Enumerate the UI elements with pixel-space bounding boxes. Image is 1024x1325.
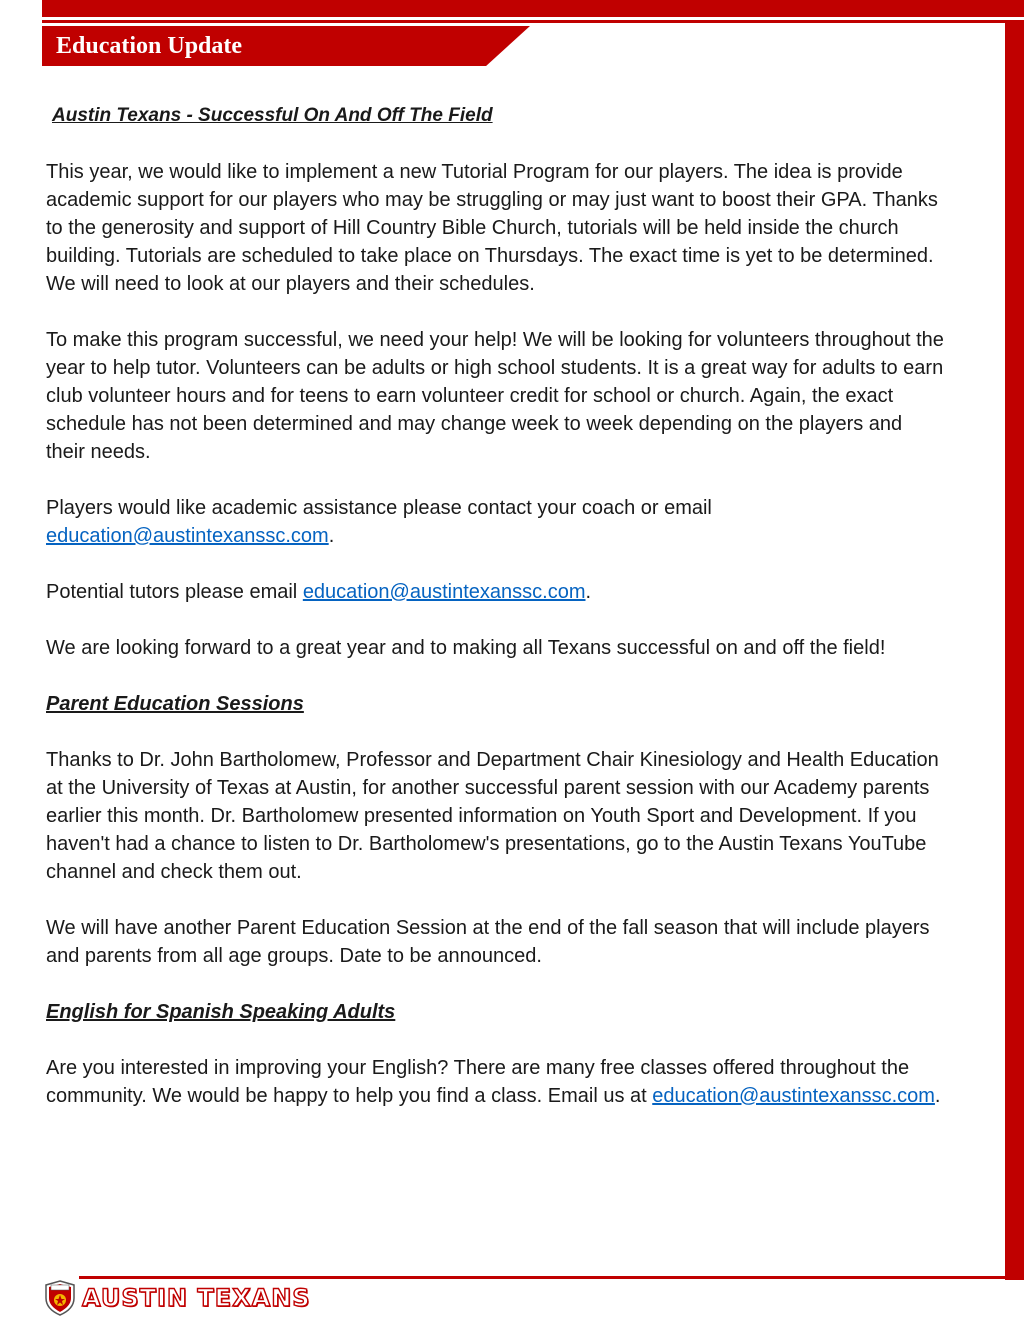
tutors-contact-text: Potential tutors please email [46,581,303,603]
players-contact-text: Players would like academic assistance please contact your coach or email [46,497,712,519]
newsletter-content [46,102,946,1138]
tutors-email-link[interactable]: education@austintexanssc.com [302,581,586,603]
section-heading-tutorial: Austin Texans - Successful On And Off The Field [52,105,493,126]
players-contact-paragraph: Players would like academic assistance please contact your coach or email education@austintexanssc.com. [46,497,712,547]
english-classes-text: Are you interested in improving your English? There are many free classes offered throughout the community. We would be happy to help you find a class. Email us at [46,1057,910,1107]
bottom-red-rule [79,1276,1008,1279]
page-title: Education Update [56,33,243,59]
right-red-bar [1005,20,1024,1280]
volunteers-paragraph: To make this program successful, we need your help! We will be looking for volunteers throughout the year to help tutor. Volunteers can be adults or high school students. It is a great way for adults to earn club volunteer hours and for teens to earn volunteer credit for school or church. Again, the exact schedule has not been determined and may change week to week depending on the players and their needs. [46,329,944,463]
english-classes-paragraph: Are you interested in improving your English? There are many free classes offered throughout the community. We would be happy to help you find a class. Email us at education@austintexanssc.com. [46,1057,941,1107]
crest-icon [44,1280,76,1316]
section-heading-english: English for Spanish Speaking Adults [46,1001,396,1023]
logo-text: AUSTIN TEXANS [82,1284,311,1312]
footer-logo [44,1280,311,1316]
tutors-contact-paragraph: Potential tutors please email education@austintexanssc.com. [46,581,592,603]
top-red-bar [42,0,1024,17]
section-heading-parent-education: Parent Education Sessions [46,693,304,715]
players-email-link[interactable]: education@austintexanssc.com [46,525,329,547]
closing-paragraph: We are looking forward to a great year and to making all Texans successful on and off the field! [46,637,886,659]
parent-session-paragraph: Thanks to Dr. John Bartholomew, Professor and Department Chair Kinesiology and Health Education at the University of Texas at Austin, for another successful parent session with our Academy parents earlier this month. Dr. Bartholomew presented information on Youth Sport and Development. If you haven't had a chance to listen to Dr. Bartholomew's presentations, go to the Austin Texans YouTube channel and check them out. [46,749,939,883]
tutorial-paragraph: This year, we would like to implement a new Tutorial Program for our players. The idea is provide academic support for our players who may be struggling or may just want to boost their GPA. Thanks to the generosity and support of Hill Country Bible Church, tutorials will be held inside the church building. Tutorials are scheduled to take place on Thursdays. The exact time is yet to be determined. We will need to look at our players and their schedules. [46,161,938,295]
next-session-paragraph: We will have another Parent Education Session at the end of the fall season that will include players and parents from all age groups. Date to be announced. [46,917,930,967]
english-email-link[interactable]: education@austintexanssc.com [652,1085,935,1107]
top-thin-rule [42,20,1006,23]
